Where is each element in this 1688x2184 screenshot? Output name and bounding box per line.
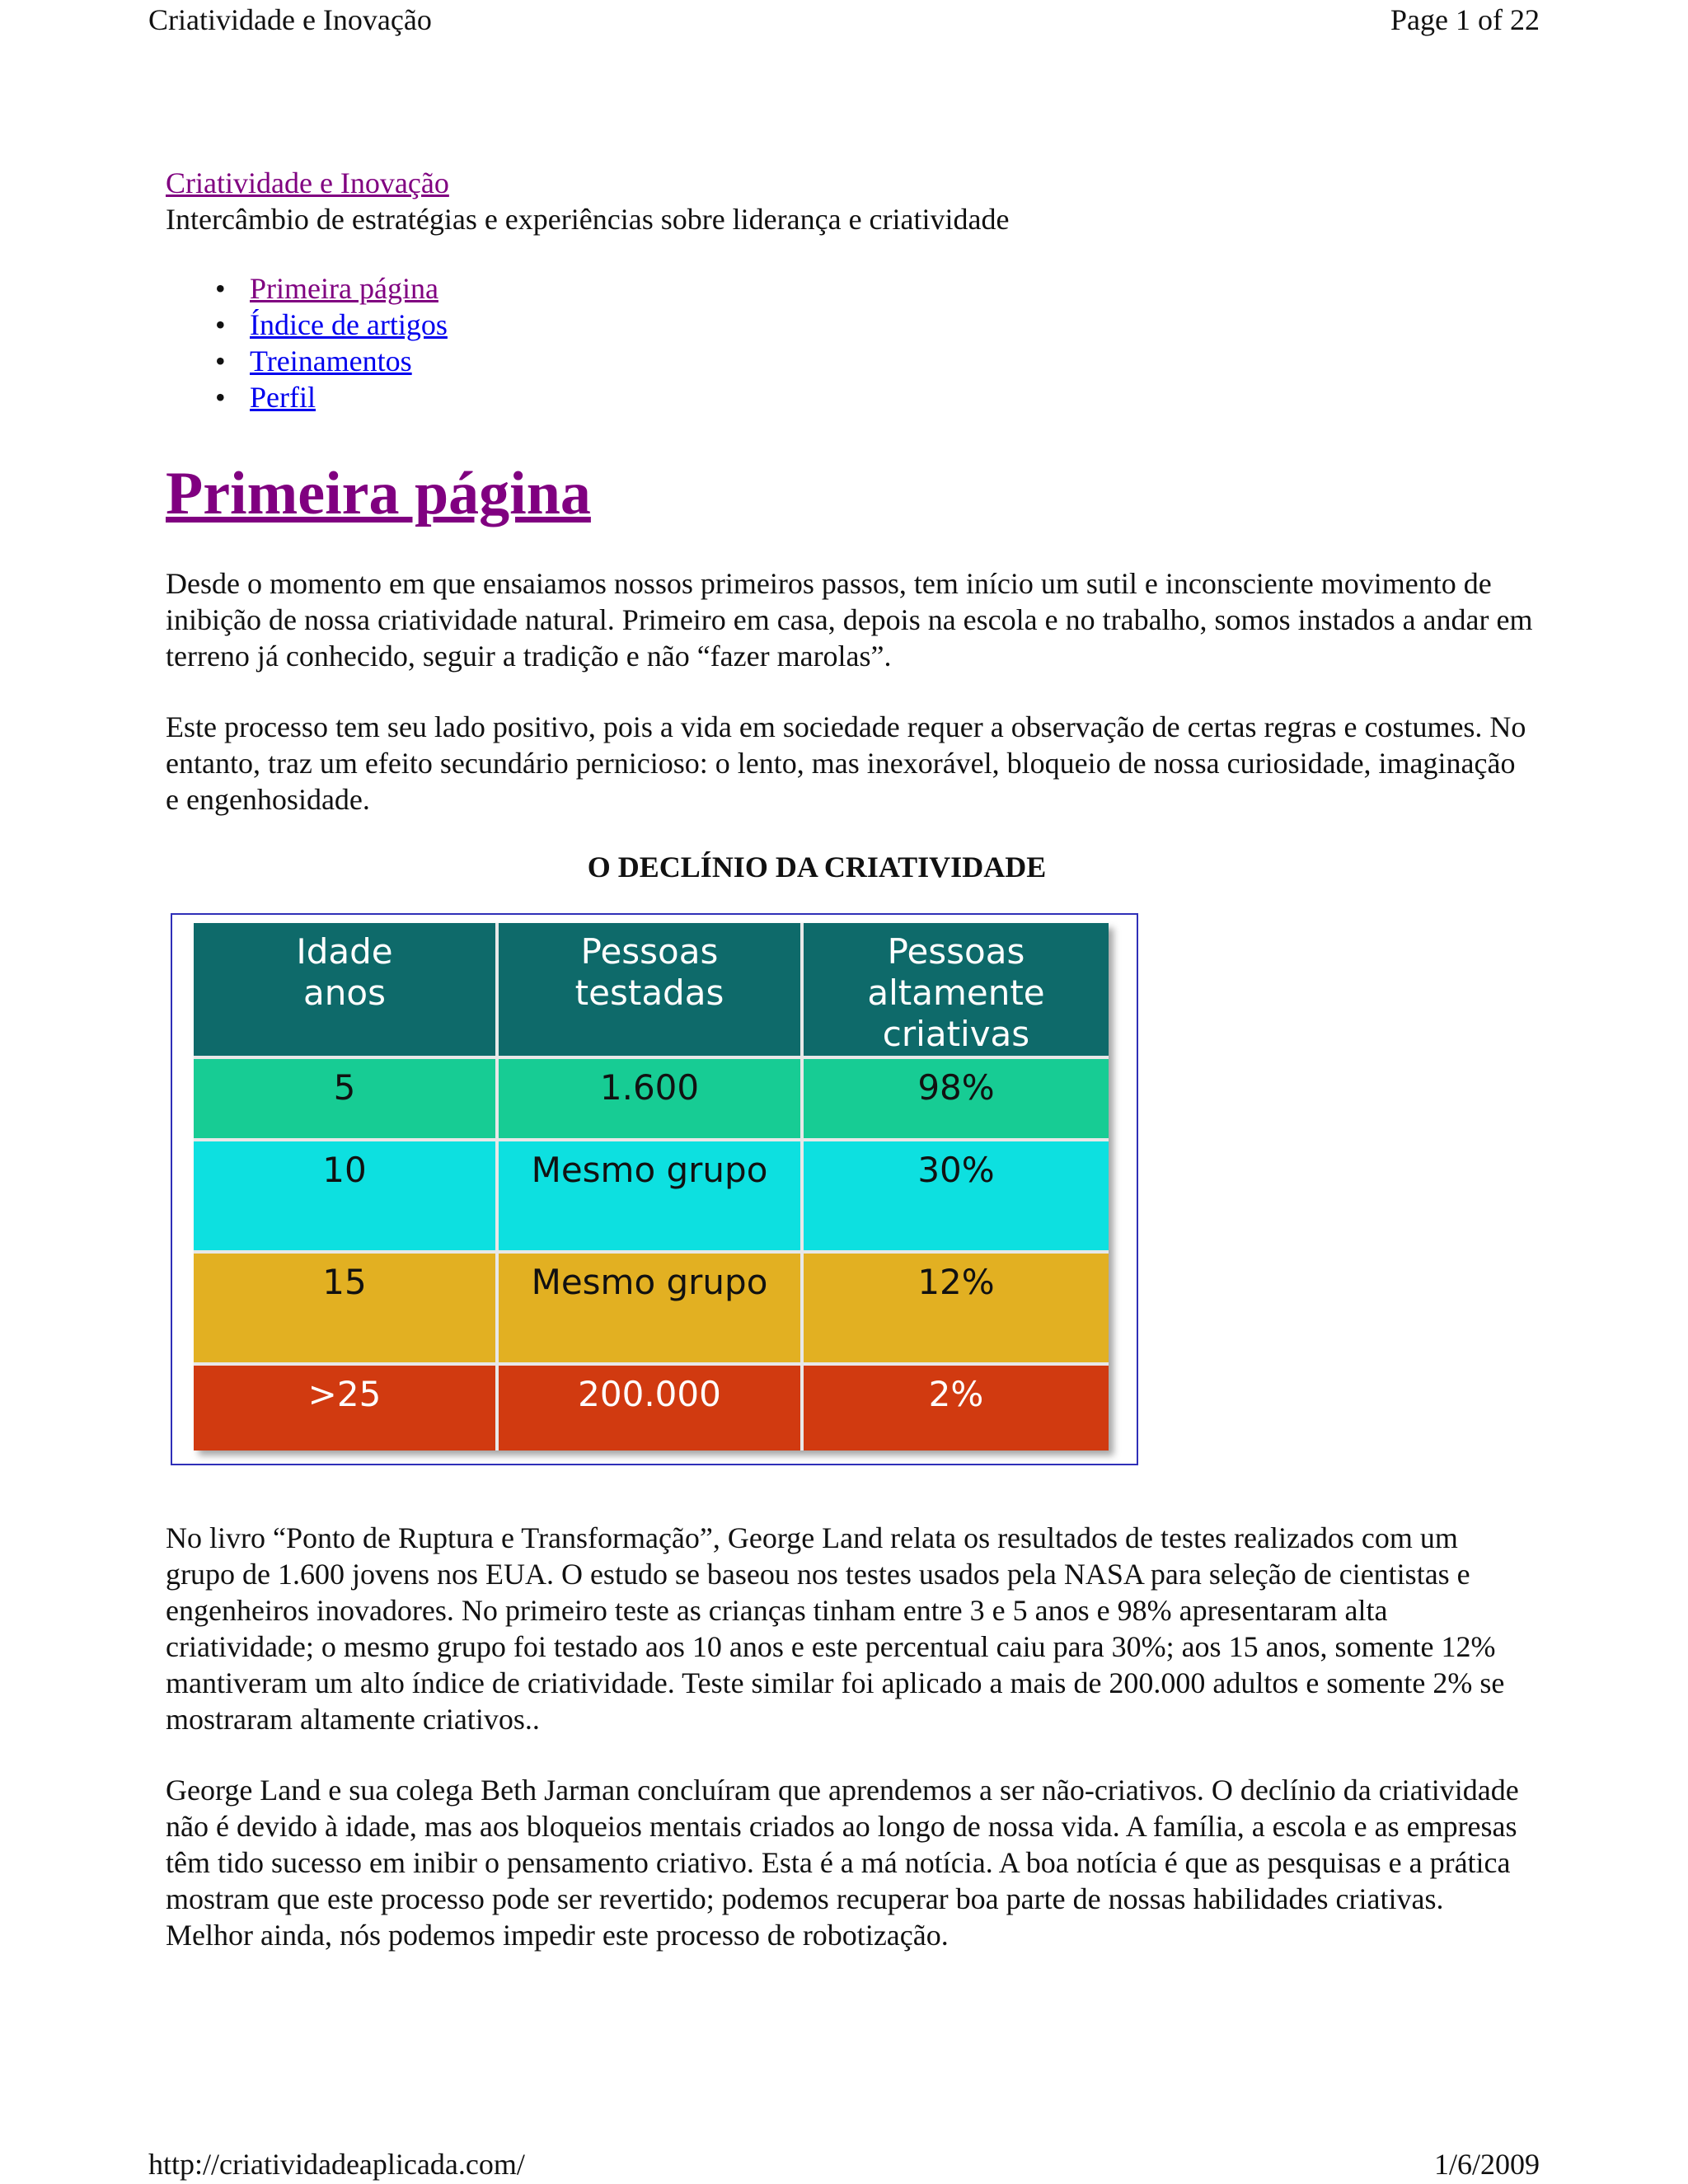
nav-link-primeira-pagina[interactable]: Primeira página xyxy=(250,272,438,305)
table-header-cell: Pessoas testadas xyxy=(499,923,804,1059)
bullet-icon: • xyxy=(215,272,226,305)
site-nav xyxy=(215,270,1534,415)
table-cell: 15 xyxy=(194,1254,499,1366)
table-cell: >25 xyxy=(194,1366,499,1451)
table-cell: 98% xyxy=(804,1059,1109,1141)
page-header-title: Criatividade e Inovação xyxy=(148,3,432,36)
page-title[interactable]: Primeira página xyxy=(166,460,591,527)
table-header-cell: Pessoas altamente criativas xyxy=(804,923,1109,1059)
table-cell: 2% xyxy=(804,1366,1109,1451)
table-cell: Mesmo grupo xyxy=(499,1141,804,1254)
table-cell: 200.000 xyxy=(499,1366,804,1451)
nav-link-perfil[interactable]: Perfil xyxy=(250,381,316,414)
page-footer-url: http://criatividadeaplicada.com/ xyxy=(148,2148,525,2181)
site-tagline: Intercâmbio de estratégias e experiências sobre liderança e criatividade xyxy=(166,203,1010,236)
page-content xyxy=(166,165,1534,1953)
nav-item-primeira-pagina xyxy=(215,270,1534,307)
site-title-link[interactable]: Criatividade e Inovação xyxy=(166,166,449,199)
nav-link-treinamentos[interactable]: Treinamentos xyxy=(250,344,412,377)
paragraph-george-land-study: No livro “Ponto de Ruptura e Transformação”, George Land relata os resultados de testes realizados com um grupo de 1.600 jovens nos EUA. O estudo se baseou nos testes usados pela NASA para seleção de cientistas e engenheiros inovadores. No primeiro teste as crianças tinham entre 3 e 5 anos e 98% apresentaram alta criatividade; o mesmo grupo foi testado aos 10 anos e este percentual caiu para 30%; aos 15 anos, somente 12% mantiveram um alto índice de criatividade. Teste similar foi aplicado a mais de 200.000 adultos e somente 2% se mostraram altamente criativos.. xyxy=(166,1521,1505,1736)
page-footer-date: 1/6/2009 xyxy=(1433,2148,1540,2181)
bullet-icon: • xyxy=(215,381,226,414)
section-heading: O DECLÍNIO DA CRIATIVIDADE xyxy=(587,851,1047,883)
table-cell: 30% xyxy=(804,1141,1109,1254)
table-cell: 1.600 xyxy=(499,1059,804,1141)
nav-item-treinamentos xyxy=(215,343,1534,379)
table-header-cell: Idade anos xyxy=(194,923,499,1059)
table-cell: 12% xyxy=(804,1254,1109,1366)
bullet-icon: • xyxy=(215,344,226,377)
nav-item-indice-de-artigos xyxy=(215,307,1534,343)
table-cell: 5 xyxy=(194,1059,499,1141)
page-number: Page 1 of 22 xyxy=(1390,3,1540,36)
paragraph-intro: Desde o momento em que ensaiamos nossos primeiros passos, tem início um sutil e inconsciente movimento de inibição de nossa criatividade natural. Primeiro em casa, depois na escola e no trabalho, somos instados a andar em terreno já conhecido, seguir a tradição e não “fazer marolas”. xyxy=(166,567,1533,673)
bullet-icon: • xyxy=(215,308,226,341)
table-cell: 10 xyxy=(194,1141,499,1254)
table-cell: Mesmo grupo xyxy=(499,1254,804,1366)
paragraph-process: Este processo tem seu lado positivo, pois a vida em sociedade requer a observação de certas regras e costumes. No entanto, traz um efeito secundário pernicioso: o lento, mas inexorável, bloqueio de nossa curiosidade, imaginação e engenhosidade. xyxy=(166,710,1526,816)
paragraph-conclusion: George Land e sua colega Beth Jarman concluíram que aprendemos a ser não-criativos. O declínio da criatividade não é devido à idade, mas aos bloqueios mentais criados ao longo de nossa vida. A família, a escola e as empresas têm tido sucesso em inibir o pensamento criativo. Esta é a má notícia. A boa notícia é que as pesquisas e a prática mostram que este processo pode ser revertido; podemos recuperar boa parte de nossas habilidades criativas. Melhor ainda, nós podemos impedir este processo de robotização. xyxy=(166,1774,1519,1952)
creativity-decline-table-image xyxy=(171,913,1138,1465)
creativity-decline-table xyxy=(194,923,1109,1451)
nav-item-perfil xyxy=(215,379,1534,415)
nav-link-indice-de-artigos[interactable]: Índice de artigos xyxy=(250,308,448,341)
